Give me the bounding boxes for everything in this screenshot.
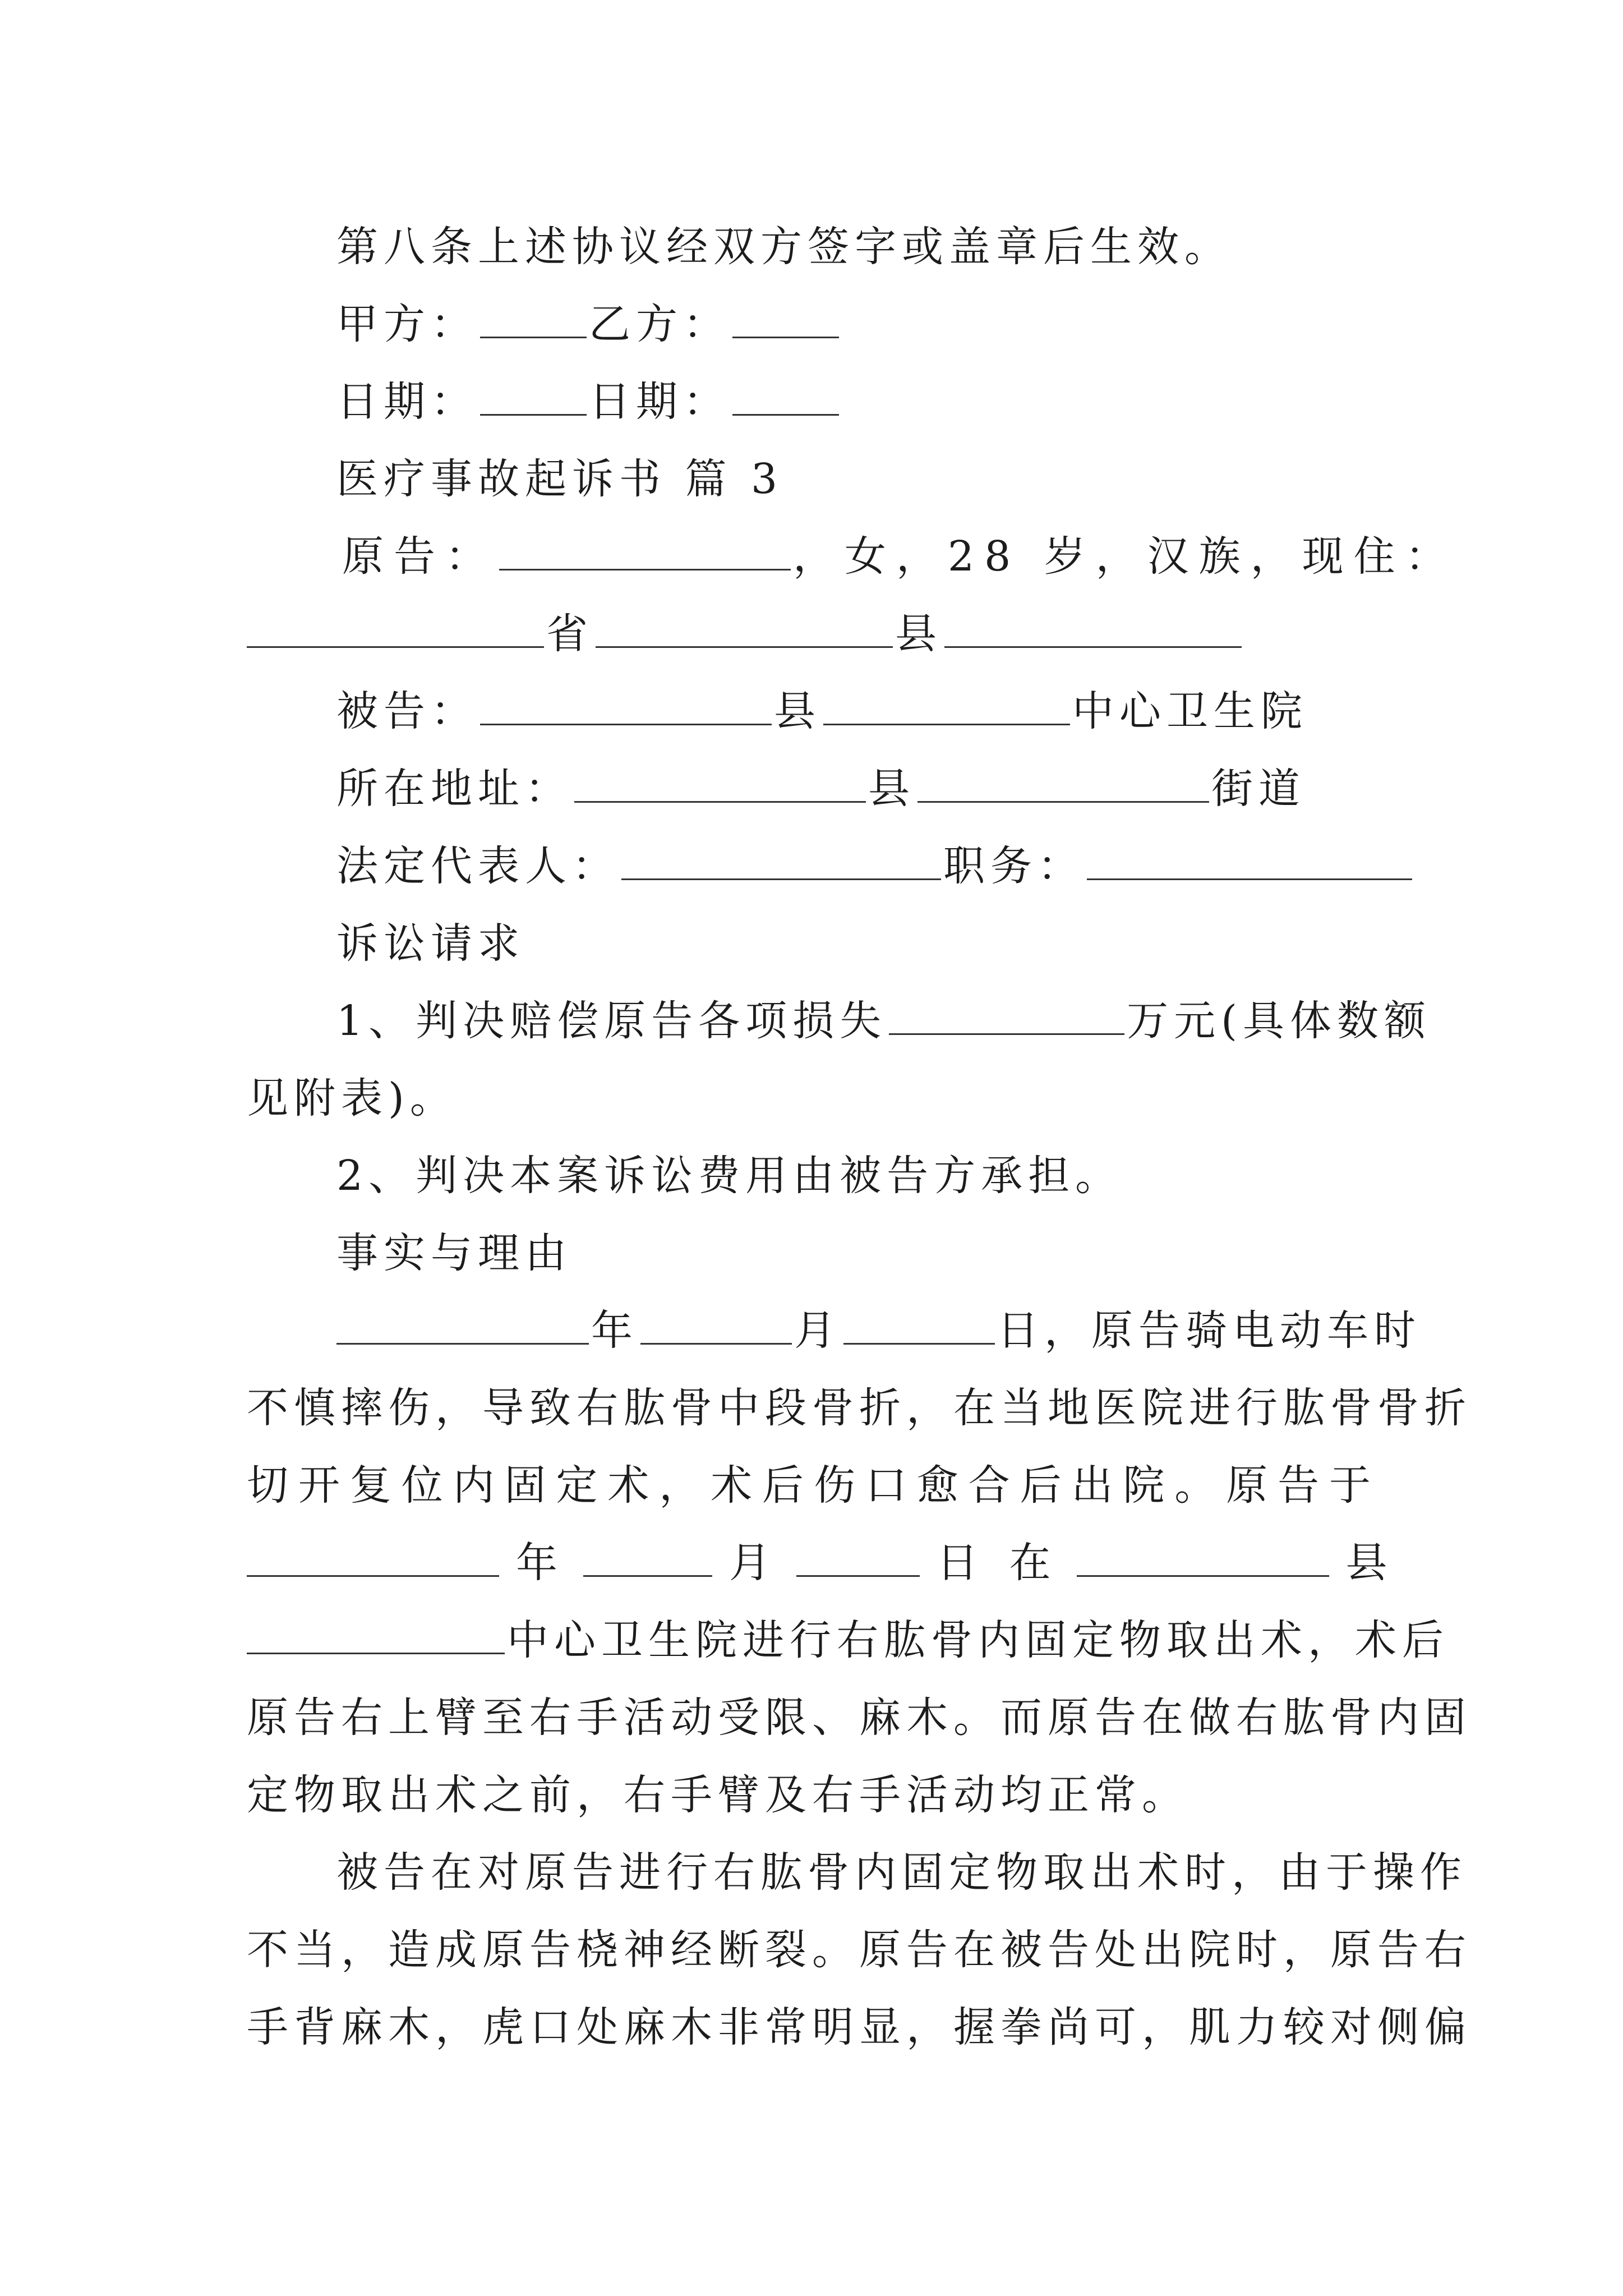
facts-line-2: 不慎摔伤，导致右肱骨中段骨折，在当地医院进行肱骨骨折 [247,1384,1472,1432]
surgery-year-label: 年 [516,1539,566,1587]
defendant-county-label: 县 [774,687,821,735]
plaintiff-info: ，女，28 岁，汉族，现住： [793,532,1457,581]
facts-line-5-text: 中心卫生院进行右肱骨内固定物取出术，术后 [507,1616,1449,1664]
legal-rep-line [336,827,1414,905]
facts-day-blank[interactable] [843,1307,995,1345]
plaintiff-address-line [247,595,1244,673]
facts-line-3: 切开复位内固定术，术后伤口愈合后出院。原告于 [247,1461,1376,1510]
surgery-county-blank[interactable] [1077,1539,1329,1577]
party-b-blank[interactable] [732,301,839,338]
facts-year-blank[interactable] [336,1307,589,1345]
surgery-county-label: 县 [1345,1539,1396,1587]
facts-line-4 [247,1524,1396,1602]
defendant-line [336,672,1308,751]
claim-1-continued: 见附表)。 [247,1074,457,1122]
surgery-day-label: 日 在 [937,1539,1060,1587]
signature-line [336,285,841,364]
article-8-text: 第八条上述协议经双方签字或盖章后生效。 [336,223,1232,271]
facts-year-label: 年 [591,1306,638,1355]
paragraph-2-line-3: 手背麻木，虎口处麻木非常明显，握拳尚可，肌力较对侧偏 [247,2003,1472,2051]
hospital-name-blank[interactable] [247,1617,505,1654]
paragraph-2-line-1: 被告在对原告进行右肱骨内固定物取出术时，由于操作 [336,1848,1467,1897]
facts-month-blank[interactable] [640,1307,792,1345]
province-blank[interactable] [247,610,544,648]
paragraph-2-line-2: 不当，造成原告桡神经断裂。原告在被告处出院时，原告右 [247,1926,1472,1974]
facts-line-1 [336,1291,1421,1370]
party-a-label: 甲方： [336,300,478,348]
province-label: 省 [546,610,593,658]
plaintiff-name-blank[interactable] [499,533,791,570]
surgery-year-blank[interactable] [247,1539,499,1577]
plaintiff-line [342,517,1457,596]
claim-amount-blank[interactable] [889,997,1124,1035]
surgery-month-blank[interactable] [583,1539,712,1577]
date-a-label: 日期： [336,378,478,426]
address-county-blank[interactable] [574,765,866,803]
surgery-day-blank[interactable] [796,1539,920,1577]
defendant-hospital-label: 中心卫生院 [1072,687,1308,735]
party-b-label: 乙方： [589,300,730,348]
date-b-label: 日期： [589,378,730,426]
date-b-blank[interactable] [732,378,839,416]
date-line [336,362,841,441]
claim-1-unit: 万元(具体数额 [1127,997,1431,1045]
facts-month-label: 月 [794,1306,841,1355]
title-blank[interactable] [1087,843,1412,880]
address-label: 所在地址： [336,765,572,813]
plaintiff-label: 原告： [342,532,497,581]
address-line [336,749,1306,828]
legal-rep-label: 法定代表人： [336,842,619,890]
facts-line-5 [247,1601,1449,1680]
facts-line-7: 定物取出术之前，右手臂及右手活动均正常。 [247,1771,1189,1819]
surgery-month-label: 月 [729,1539,780,1587]
title-label: 职务： [943,842,1085,890]
county-blank[interactable] [596,610,893,648]
facts-day-text: 日，原告骑电动车时 [997,1306,1421,1355]
county-label: 县 [895,610,942,658]
claims-heading: 诉讼请求 [336,919,525,968]
defendant-hospital-blank[interactable] [823,688,1070,725]
date-a-blank[interactable] [480,378,587,416]
defendant-label: 被告： [336,687,478,735]
party-a-blank[interactable] [480,301,587,338]
claim-1-text: 1、判决赔偿原告各项损失 [336,997,887,1045]
claim-1-line [336,982,1431,1060]
facts-line-6: 原告右上臂至右手活动受限、麻木。而原告在做右肱骨内固 [247,1694,1472,1742]
defendant-county-blank[interactable] [480,688,772,725]
address-county-label: 县 [868,765,915,813]
section-heading: 医疗事故起诉书 篇 3 [336,455,783,503]
facts-heading: 事实与理由 [336,1229,572,1277]
legal-rep-blank[interactable] [621,843,941,880]
address-street-blank[interactable] [917,765,1209,803]
address-street-label: 街道 [1211,765,1306,813]
address-detail-blank[interactable] [944,610,1242,648]
claim-2-text: 2、判决本案诉讼费用由被告方承担。 [336,1152,1123,1200]
